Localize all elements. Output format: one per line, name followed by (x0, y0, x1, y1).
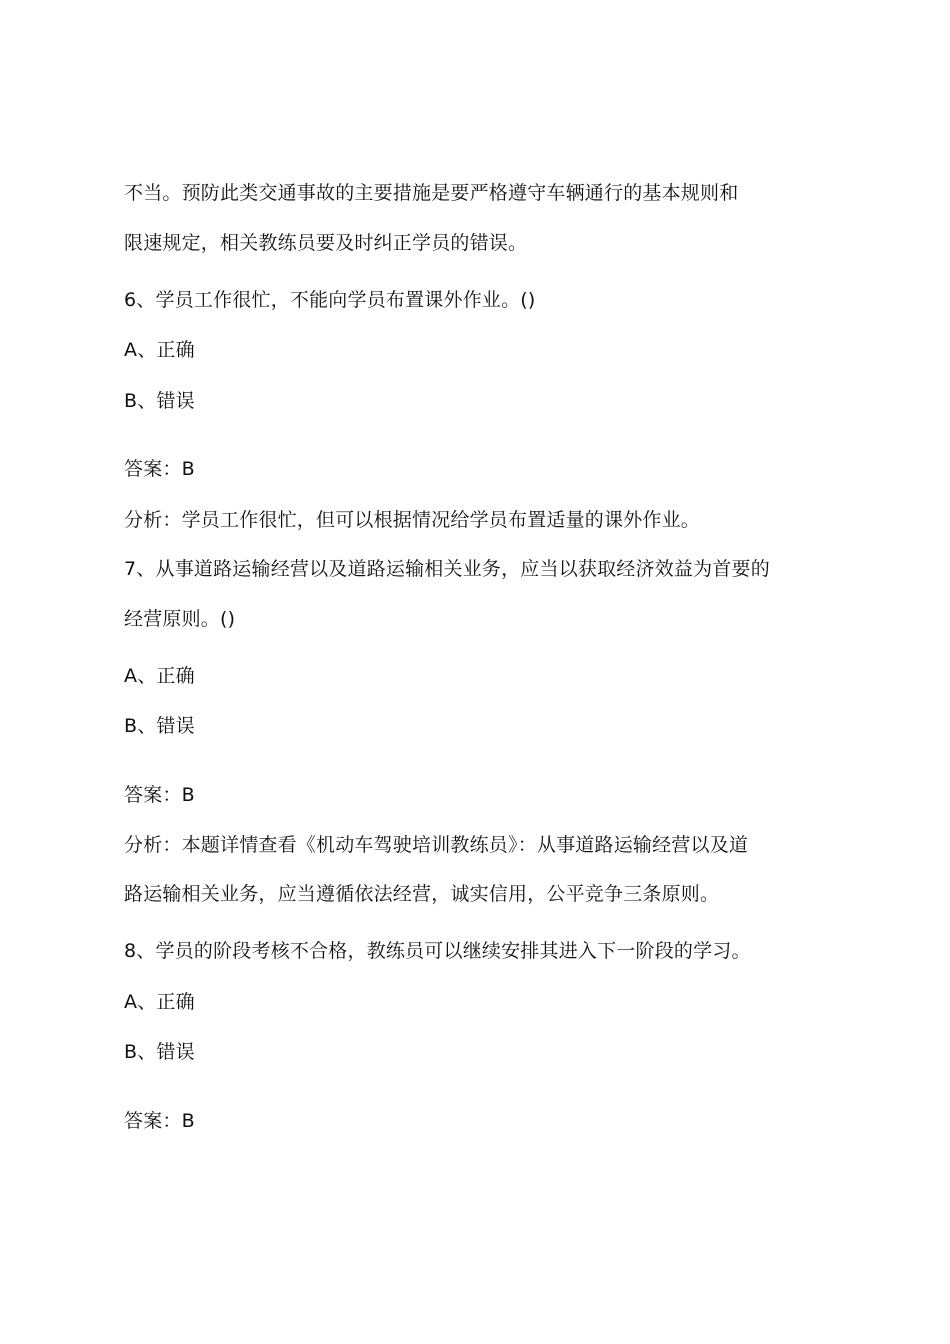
carryover-text-line-2: 限速规定，相关教练员要及时纠正学员的错误。 (124, 232, 528, 254)
question-stem-continued: 经营原则。() (124, 608, 236, 630)
option-b: B、错误 (124, 390, 195, 412)
question-stem: 6、学员工作很忙，不能向学员布置课外作业。() (124, 289, 536, 311)
analysis-line: 分析：本题详情查看《机动车驾驶培训教练员》：从事道路运输经营以及道 (124, 834, 749, 856)
option-b: B、错误 (124, 1041, 195, 1063)
answer-line: 答案：B (124, 784, 195, 806)
option-a: A、正确 (124, 991, 195, 1013)
answer-line: 答案：B (124, 1110, 195, 1132)
option-b: B、错误 (124, 715, 195, 737)
answer-line: 答案：B (124, 458, 195, 480)
analysis-line: 分析：学员工作很忙，但可以根据情况给学员布置适量的课外作业。 (124, 509, 701, 531)
carryover-text-line-1: 不当。预防此类交通事故的主要措施是要严格遵守车辆通行的基本规则和 (124, 182, 739, 204)
option-a: A、正确 (124, 339, 195, 361)
question-stem: 8、学员的阶段考核不合格，教练员可以继续安排其进入下一阶段的学习。 (124, 940, 751, 962)
question-stem: 7、从事道路运输经营以及道路运输相关业务，应当以获取经济效益为首要的 (124, 558, 770, 580)
analysis-line-continued: 路运输相关业务，应当遵循依法经营，诚实信用，公平竞争三条原则。 (124, 883, 720, 905)
option-a: A、正确 (124, 665, 195, 687)
